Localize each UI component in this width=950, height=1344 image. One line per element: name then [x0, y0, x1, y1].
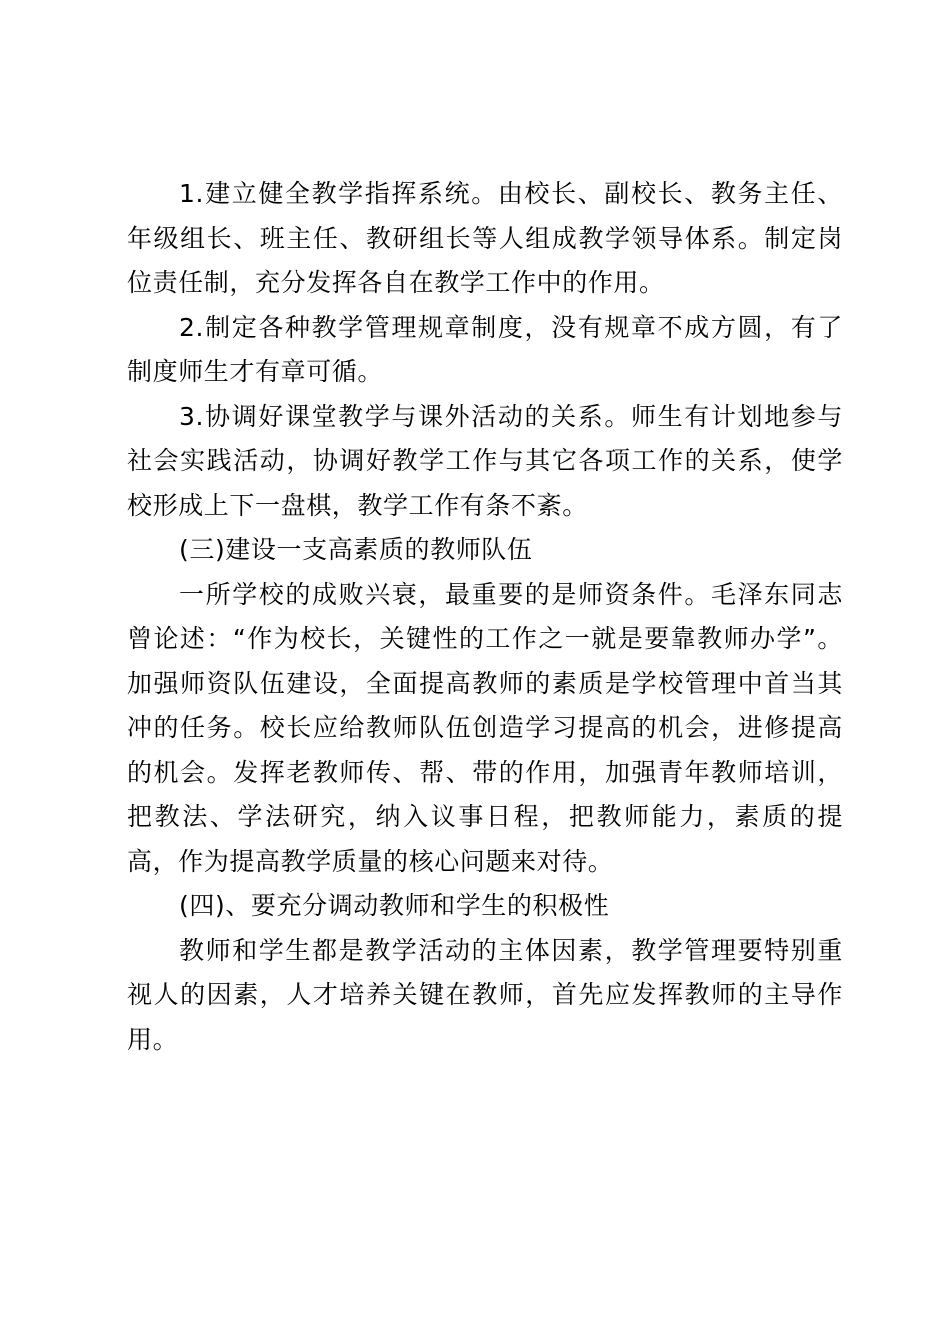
paragraph-teaching-command-system: 1.建立健全教学指挥系统。由校长、副校长、教务主任、年级组长、班主任、教研组长等人组成教学领导体系。制定岗位责任制，充分发挥各自在教学工作中的作用。: [127, 179, 843, 297]
paragraph-human-factor: 教师和学生都是教学活动的主体因素，教学管理要特别重视人的因素，人才培养关键在教师，首先应发挥教师的主导作用。: [127, 935, 843, 1054]
section-heading-teacher-team: (三)建设一支高素质的教师队伍: [179, 535, 533, 564]
section-heading-motivation: (四)、要充分调动教师和学生的积极性: [179, 891, 610, 920]
paragraph-management-rules: 2.制定各种教学管理规章制度，没有规章不成方圆，有了制度师生才有章可循。: [127, 312, 843, 386]
paragraph-coordinate-activities: 3.协调好课堂教学与课外活动的关系。师生有计划地参与社会实践活动，协调好教学工作与其它各项工作的关系，使学校形成上下一盘棋，教学工作有条不紊。: [127, 401, 843, 520]
document-body: [127, 172, 843, 1062]
paragraph-teacher-quality: 一所学校的成败兴衰，最重要的是师资条件。毛泽东同志曾论述：“作为校长，关键性的工作之一就是要靠教师办学”。加强师资队伍建设，全面提高教师的素质是学校管理中首当其冲的任务。校长应给教师队伍创造学习提高的机会，进修提高的机会。发挥老教师传、帮、带的作用，加强青年教师培训，把教法、学法研究，纳入议事日程，把教师能力，素质的提高，作为提高教学质量的核心问题来对待。: [127, 579, 843, 876]
